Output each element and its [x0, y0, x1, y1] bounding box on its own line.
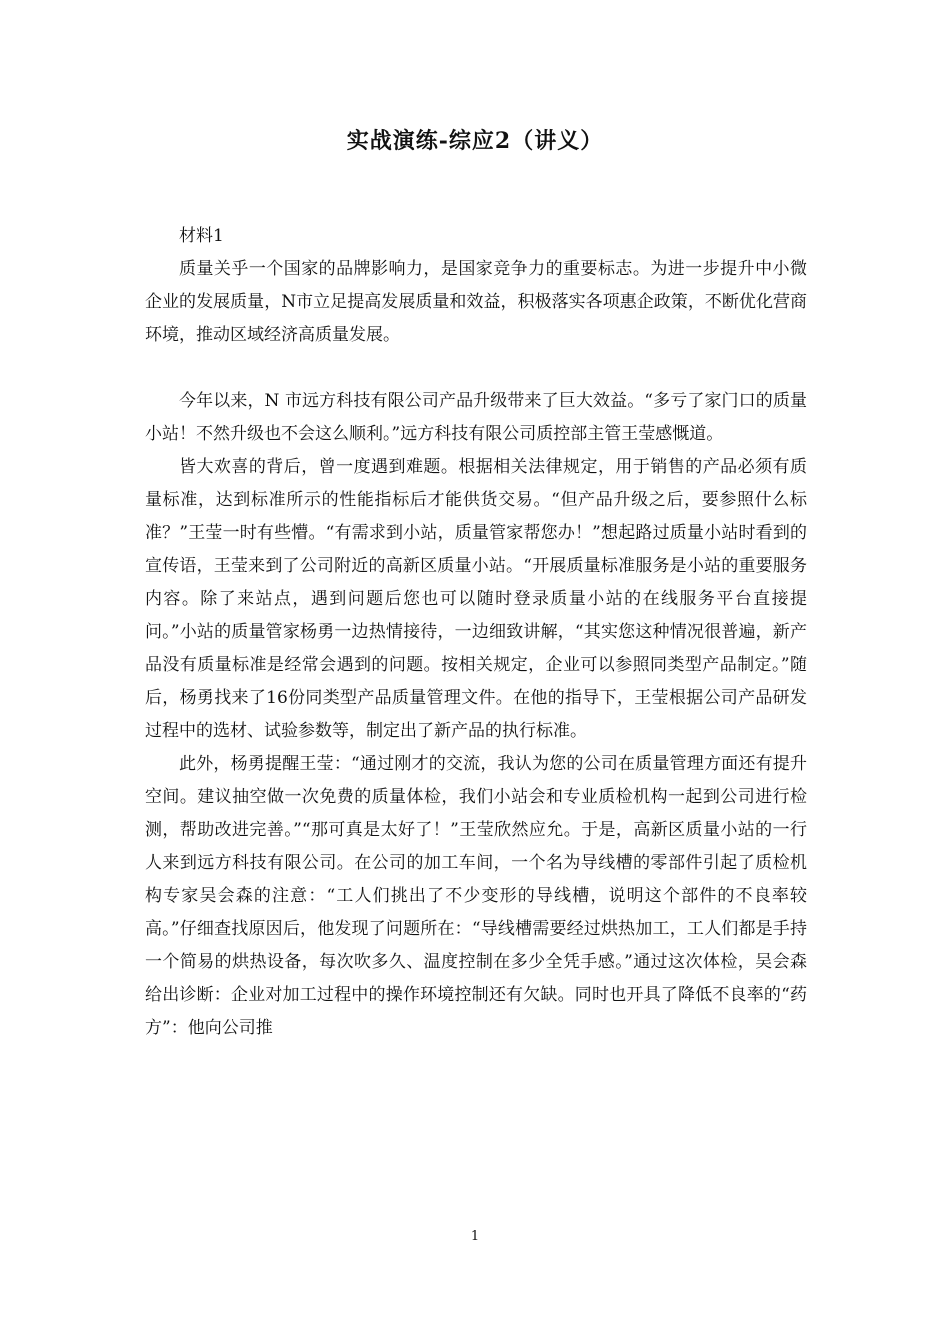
paragraph-3: 皆大欢喜的背后，曾一度遇到难题。根据相关法律规定，用于销售的产品必须有质量标准，达到标准所示的性能指标后才能供货交易。“但产品升级之后，要参照什么标准？”王莹一时有些懵。“有需求到小站，质量管家帮您办！”想起路过质量小站时看到的宣传语，王莹来到了公司附近的高新区质量小站。“开展质量标准服务是小站的重要服务内容。除了来站点，遇到问题后您也可以随时登录质量小站的在线服务平台直接提问。”小站的质量管家杨勇一边热情接待，一边细致讲解，“其实您这种情况很普遍，新产品没有质量标准是经常会遇到的问题。按相关规定，企业可以参照同类型产品制定。”随后，杨勇找来了16份同类型产品质量管理文件。在他的指导下，王莹根据公司产品研发过程中的选材、试验参数等，制定出了新产品的执行标准。 — [145, 457, 807, 741]
paragraph-2: 今年以来，N 市远方科技有限公司产品升级带来了巨大效益。“多亏了家门口的质量小站！不然升级也不会这么顺利。”远方科技有限公司质控部主管王莹感慨道。 — [145, 391, 807, 444]
page-number: 1 — [470, 1229, 480, 1244]
document-title: 实战演练-综应2（讲义） — [346, 128, 604, 154]
document-body — [145, 220, 807, 1045]
paragraph-gap — [145, 352, 807, 385]
paragraph-1: 质量关乎一个国家的品牌影响力，是国家竞争力的重要标志。为进一步提升中小微企业的发展质量，N市立足提高发展质量和效益，积极落实各项惠企政策，不断优化营商环境，推动区域经济高质量发展。 — [145, 259, 807, 345]
paragraph-4: 此外，杨勇提醒王莹：“通过刚才的交流，我认为您的公司在质量管理方面还有提升空间。建议抽空做一次免费的质量体检，我们小站会和专业质检机构一起到公司进行检测，帮助改进完善。”“那可真是太好了！”王莹欣然应允。于是，高新区质量小站的一行人来到远方科技有限公司。在公司的加工车间，一个名为导线槽的零部件引起了质检机构专家吴会森的注意：“工人们挑出了不少变形的导线槽，说明这个部件的不良率较高。”仔细查找原因后，他发现了问题所在：“导线槽需要经过烘热加工，工人们都是手持一个简易的烘热设备，每次吹多久、温度控制在多少全凭手感。”通过这次体检，吴会森给出诊断：企业对加工过程中的操作环境控制还有欠缺。同时也开具了降低不良率的“药方”：他向公司推 — [145, 754, 807, 1038]
material-label: 材料1 — [179, 226, 224, 246]
